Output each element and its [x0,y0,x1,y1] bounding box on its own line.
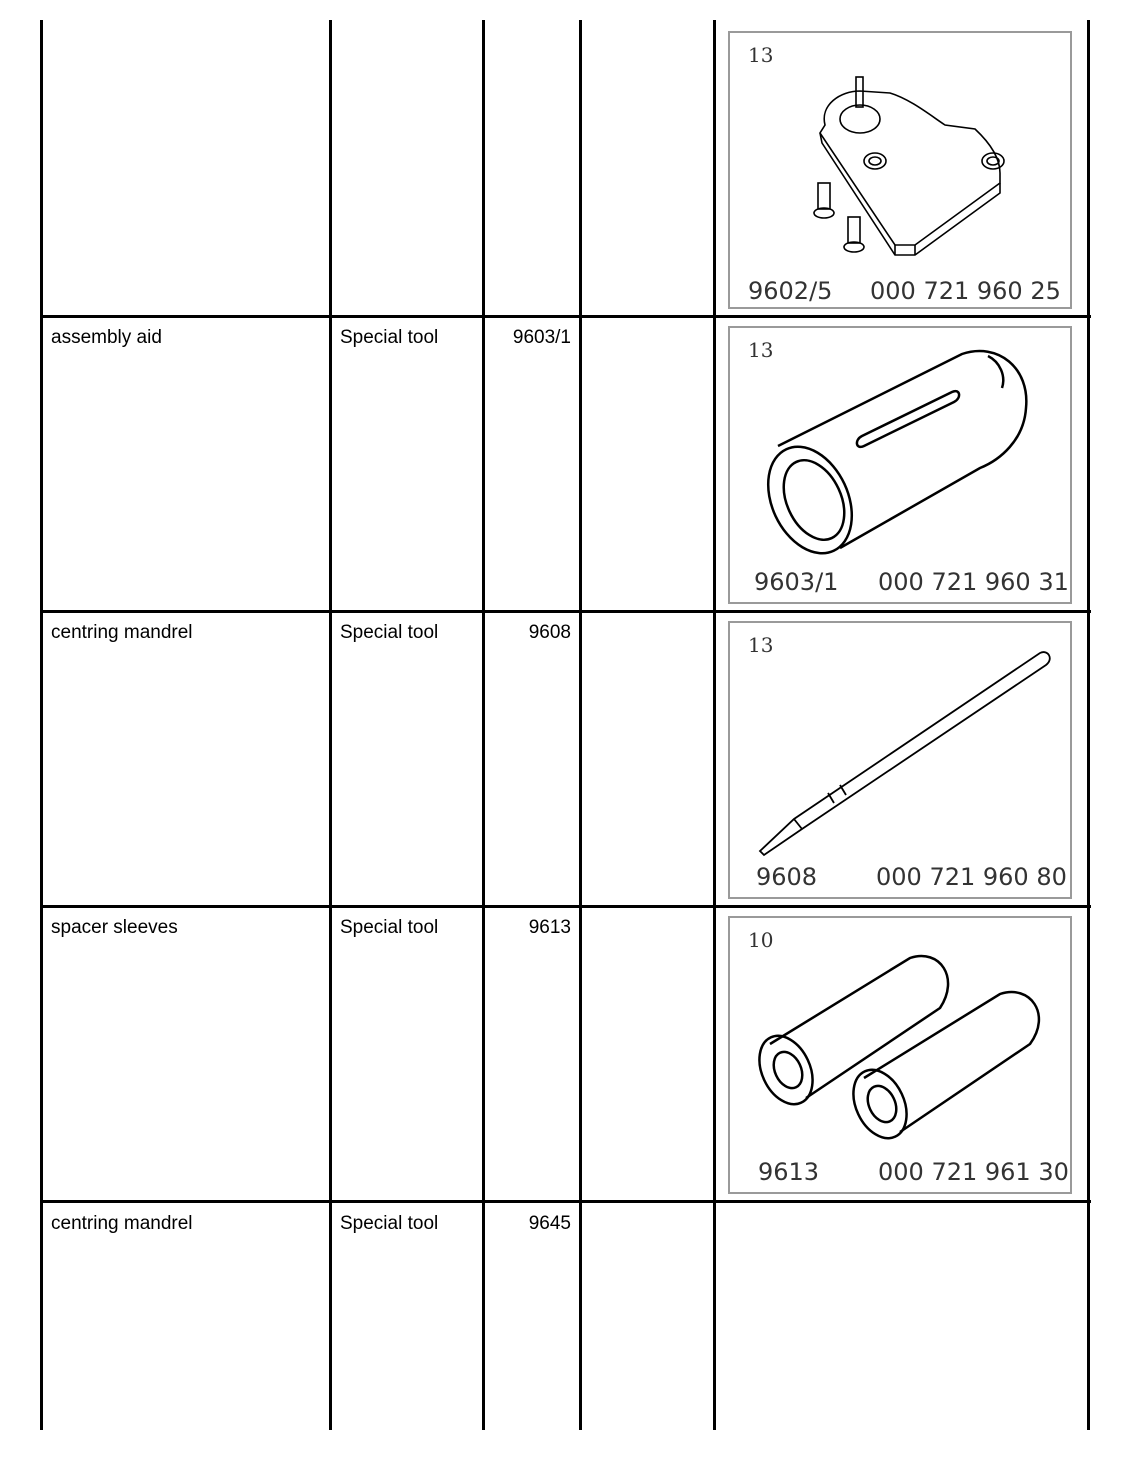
tool-description: spacer sleeves [51,917,178,938]
plate-icon [730,33,1070,307]
tool-type: Special tool [340,917,439,938]
tool-number: 9613 [528,917,571,938]
column-border [40,20,43,1430]
tool-number: 9608 [528,622,571,643]
tool-type: Special tool [340,1213,439,1234]
row-border [40,315,1091,318]
row-border [40,610,1091,613]
figure-count: 13 [748,338,774,362]
mandrel-icon [730,623,1070,897]
figure-part-number: 000 721 961 30 [878,1158,1069,1186]
tool-figure [728,31,1072,309]
figure-tool-number: 9608 [756,863,818,891]
column-border [329,20,332,1430]
row-border [40,905,1091,908]
tool-description: centring mandrel [51,1213,193,1234]
tool-figure [728,621,1072,899]
sleeve-icon [730,328,1070,602]
figure-part-number: 000 721 960 25 [870,277,1061,305]
column-border [579,20,582,1430]
tool-type: Special tool [340,327,439,348]
figure-tool-number: 9602/5 [748,277,833,305]
figure-part-number: 000 721 960 80 [876,863,1067,891]
tool-type: Special tool [340,622,439,643]
figure-tool-number: 9603/1 [754,568,839,596]
tool-number: 9645 [528,1213,571,1234]
tool-figure [728,326,1072,604]
spacer-sleeves-icon [730,918,1070,1192]
column-border [713,20,716,1430]
tool-number: 9603/1 [512,327,571,348]
row-border [40,1200,1091,1203]
tool-description: centring mandrel [51,622,193,643]
tool-figure [728,916,1072,1194]
tool-description: assembly aid [51,327,162,348]
figure-count: 13 [748,633,774,657]
figure-count: 10 [748,928,774,952]
column-border [1087,20,1090,1430]
figure-tool-number: 9613 [758,1158,820,1186]
figure-part-number: 000 721 960 31 [878,568,1069,596]
figure-count: 13 [748,43,774,67]
